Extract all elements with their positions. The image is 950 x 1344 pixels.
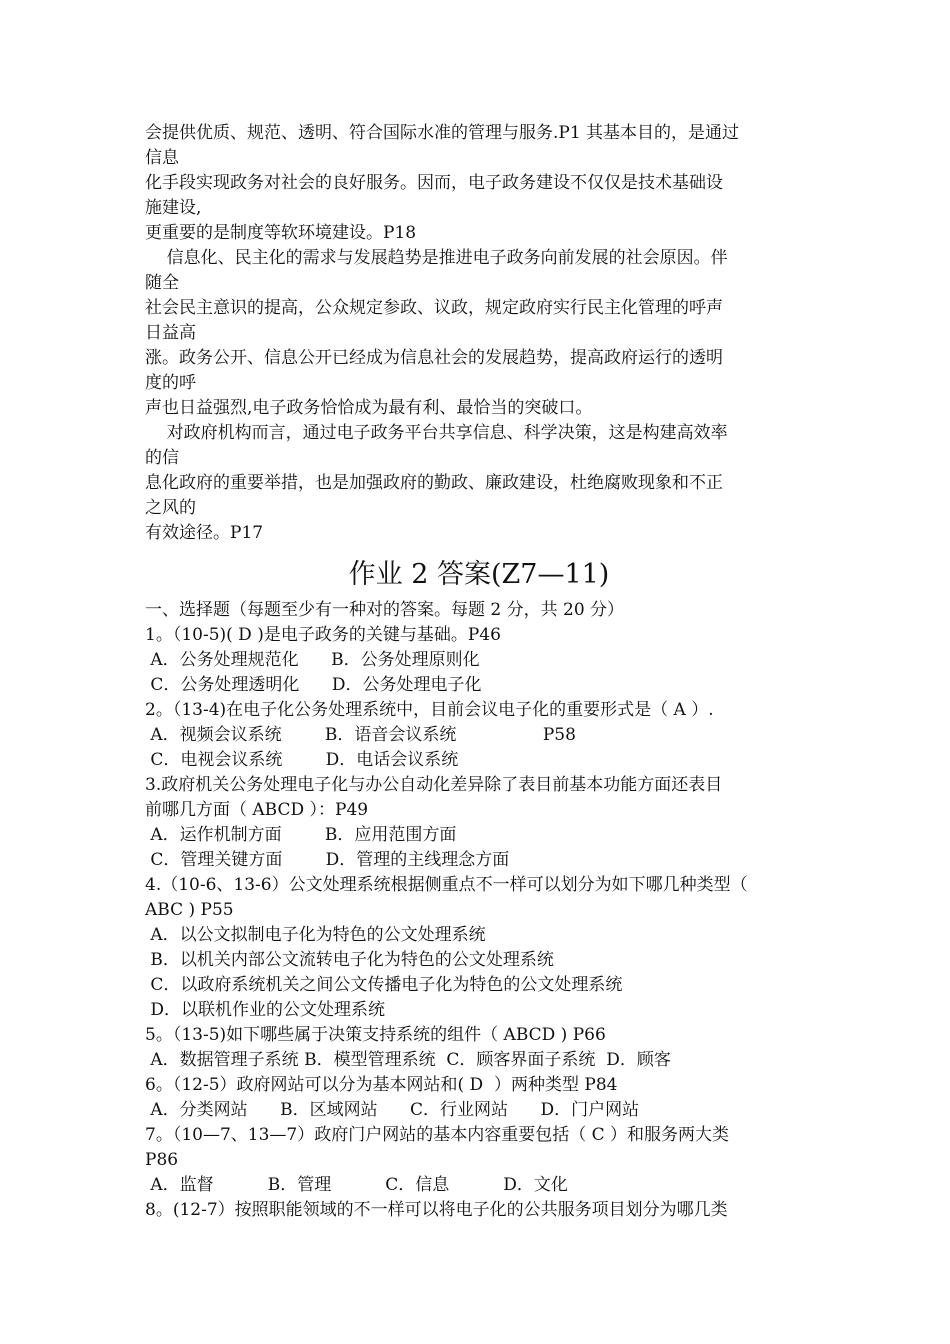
text-line: 社会民主意识的提高，公众规定参政、议政，规定政府实行民主化管理的呼声: [145, 298, 723, 318]
text-line: 日益高: [145, 323, 196, 343]
text-line: 随全: [145, 273, 179, 293]
text-line: A．视频会议系统 B．语音会议系统 P58: [145, 725, 576, 745]
section-title: 作业 2 答案(Z7—11): [348, 559, 610, 590]
text-line: D．以联机作业的公文处理系统: [145, 1000, 386, 1020]
text-line: A．以公文拟制电子化为特色的公文处理系统: [145, 925, 486, 945]
text-line: B．以机关内部公文流转电子化为特色的公文处理系统: [145, 950, 554, 970]
answer-list: [145, 598, 813, 1223]
text-line: ABC ) P55: [145, 900, 234, 920]
text-line: 之风的: [145, 498, 196, 518]
text-line: 息化政府的重要举措，也是加强政府的勤政、廉政建设，杜绝腐败现象和不正: [145, 473, 723, 493]
text-line: 5。（13-5)如下哪些属于决策支持系统的组件（ ABCD ) P66: [145, 1025, 606, 1045]
text-line: 信息化、民主化的需求与发展趋势是推进电子政务向前发展的社会原因。伴: [145, 248, 728, 268]
text-line: C．管理关键方面 D．管理的主线理念方面: [145, 850, 510, 870]
text-line: 4.（10-6、13-6）公文处理系统根据侧重点不一样可以划分为如下哪几种类型（: [145, 875, 748, 895]
text-line: 7。（10—7、13—7）政府门户网站的基本内容重要包括（ C ）和服务两大类: [145, 1125, 730, 1145]
text-line: 有效途径。P17: [145, 523, 264, 543]
text-line: 一、选择题（每题至少有一种对的答案。每题 2 分，共 20 分）: [145, 600, 625, 620]
text-line: C．电视会议系统 D．电话会议系统: [145, 750, 459, 770]
text-line: P86: [145, 1150, 179, 1170]
text-line: 8。(12-7）按照职能领域的不一样可以将电子化的公共服务项目划分为哪几类: [145, 1200, 728, 1220]
text-line: 的信: [145, 448, 179, 468]
text-line: 对政府机构而言，通过电子政务平台共享信息、科学决策，这是构建高效率: [145, 423, 728, 443]
text-line: A．公务处理规范化 B．公务处理原则化: [145, 650, 480, 670]
text-line: A．运作机制方面 B．应用范围方面: [145, 825, 457, 845]
text-line: 6。（12-5）政府网站可以分为基本网站和( D ）两种类型 P84: [145, 1075, 618, 1095]
text-line: 涨。政务公开、信息公开已经成为信息社会的发展趋势，提高政府运行的透明: [145, 348, 723, 368]
text-line: 声也日益强烈,电子政务恰恰成为最有利、最恰当的突破口。: [145, 398, 593, 418]
document-body: [145, 121, 813, 1223]
text-line: 信息: [145, 148, 179, 168]
text-line: 3.政府机关公务处理电子化与办公自动化差异除了表目前基本功能方面还表目: [145, 775, 723, 795]
text-line: 更重要的是制度等软环境建设。P18: [145, 223, 417, 243]
text-line: 化手段实现政务对社会的良好服务。因而，电子政务建设不仅仅是技术基础设: [145, 173, 723, 193]
text-line: C．以政府系统机关之间公文传播电子化为特色的公文处理系统: [145, 975, 623, 995]
text-line: 会提供优质、规范、透明、符合国际水准的管理与服务.P1 其基本目的，是通过: [145, 123, 740, 143]
text-line: 度的呼: [145, 373, 196, 393]
text-line: A．数据管理子系统 B．模型管理系统 C．顾客界面子系统 D．顾客: [145, 1050, 671, 1070]
text-line: 施建设,: [145, 198, 202, 218]
text-line: A．分类网站 B．区域网站 C．行业网站 D．门户网站: [145, 1100, 640, 1120]
text-line: 1。（10-5)( D )是电子政务的关键与基础。P46: [145, 625, 501, 645]
text-line: 前哪几方面（ ABCD ）：P49: [145, 800, 369, 820]
text-line: 2。（13-4)在电子化公务处理系统中，目前会议电子化的重要形式是（ A ）.: [145, 700, 714, 720]
text-line: C．公务处理透明化 D．公务处理电子化: [145, 675, 482, 695]
text-line: A．监督 B．管理 C．信息 D．文化: [145, 1175, 568, 1195]
intro-paragraphs: [145, 121, 813, 546]
